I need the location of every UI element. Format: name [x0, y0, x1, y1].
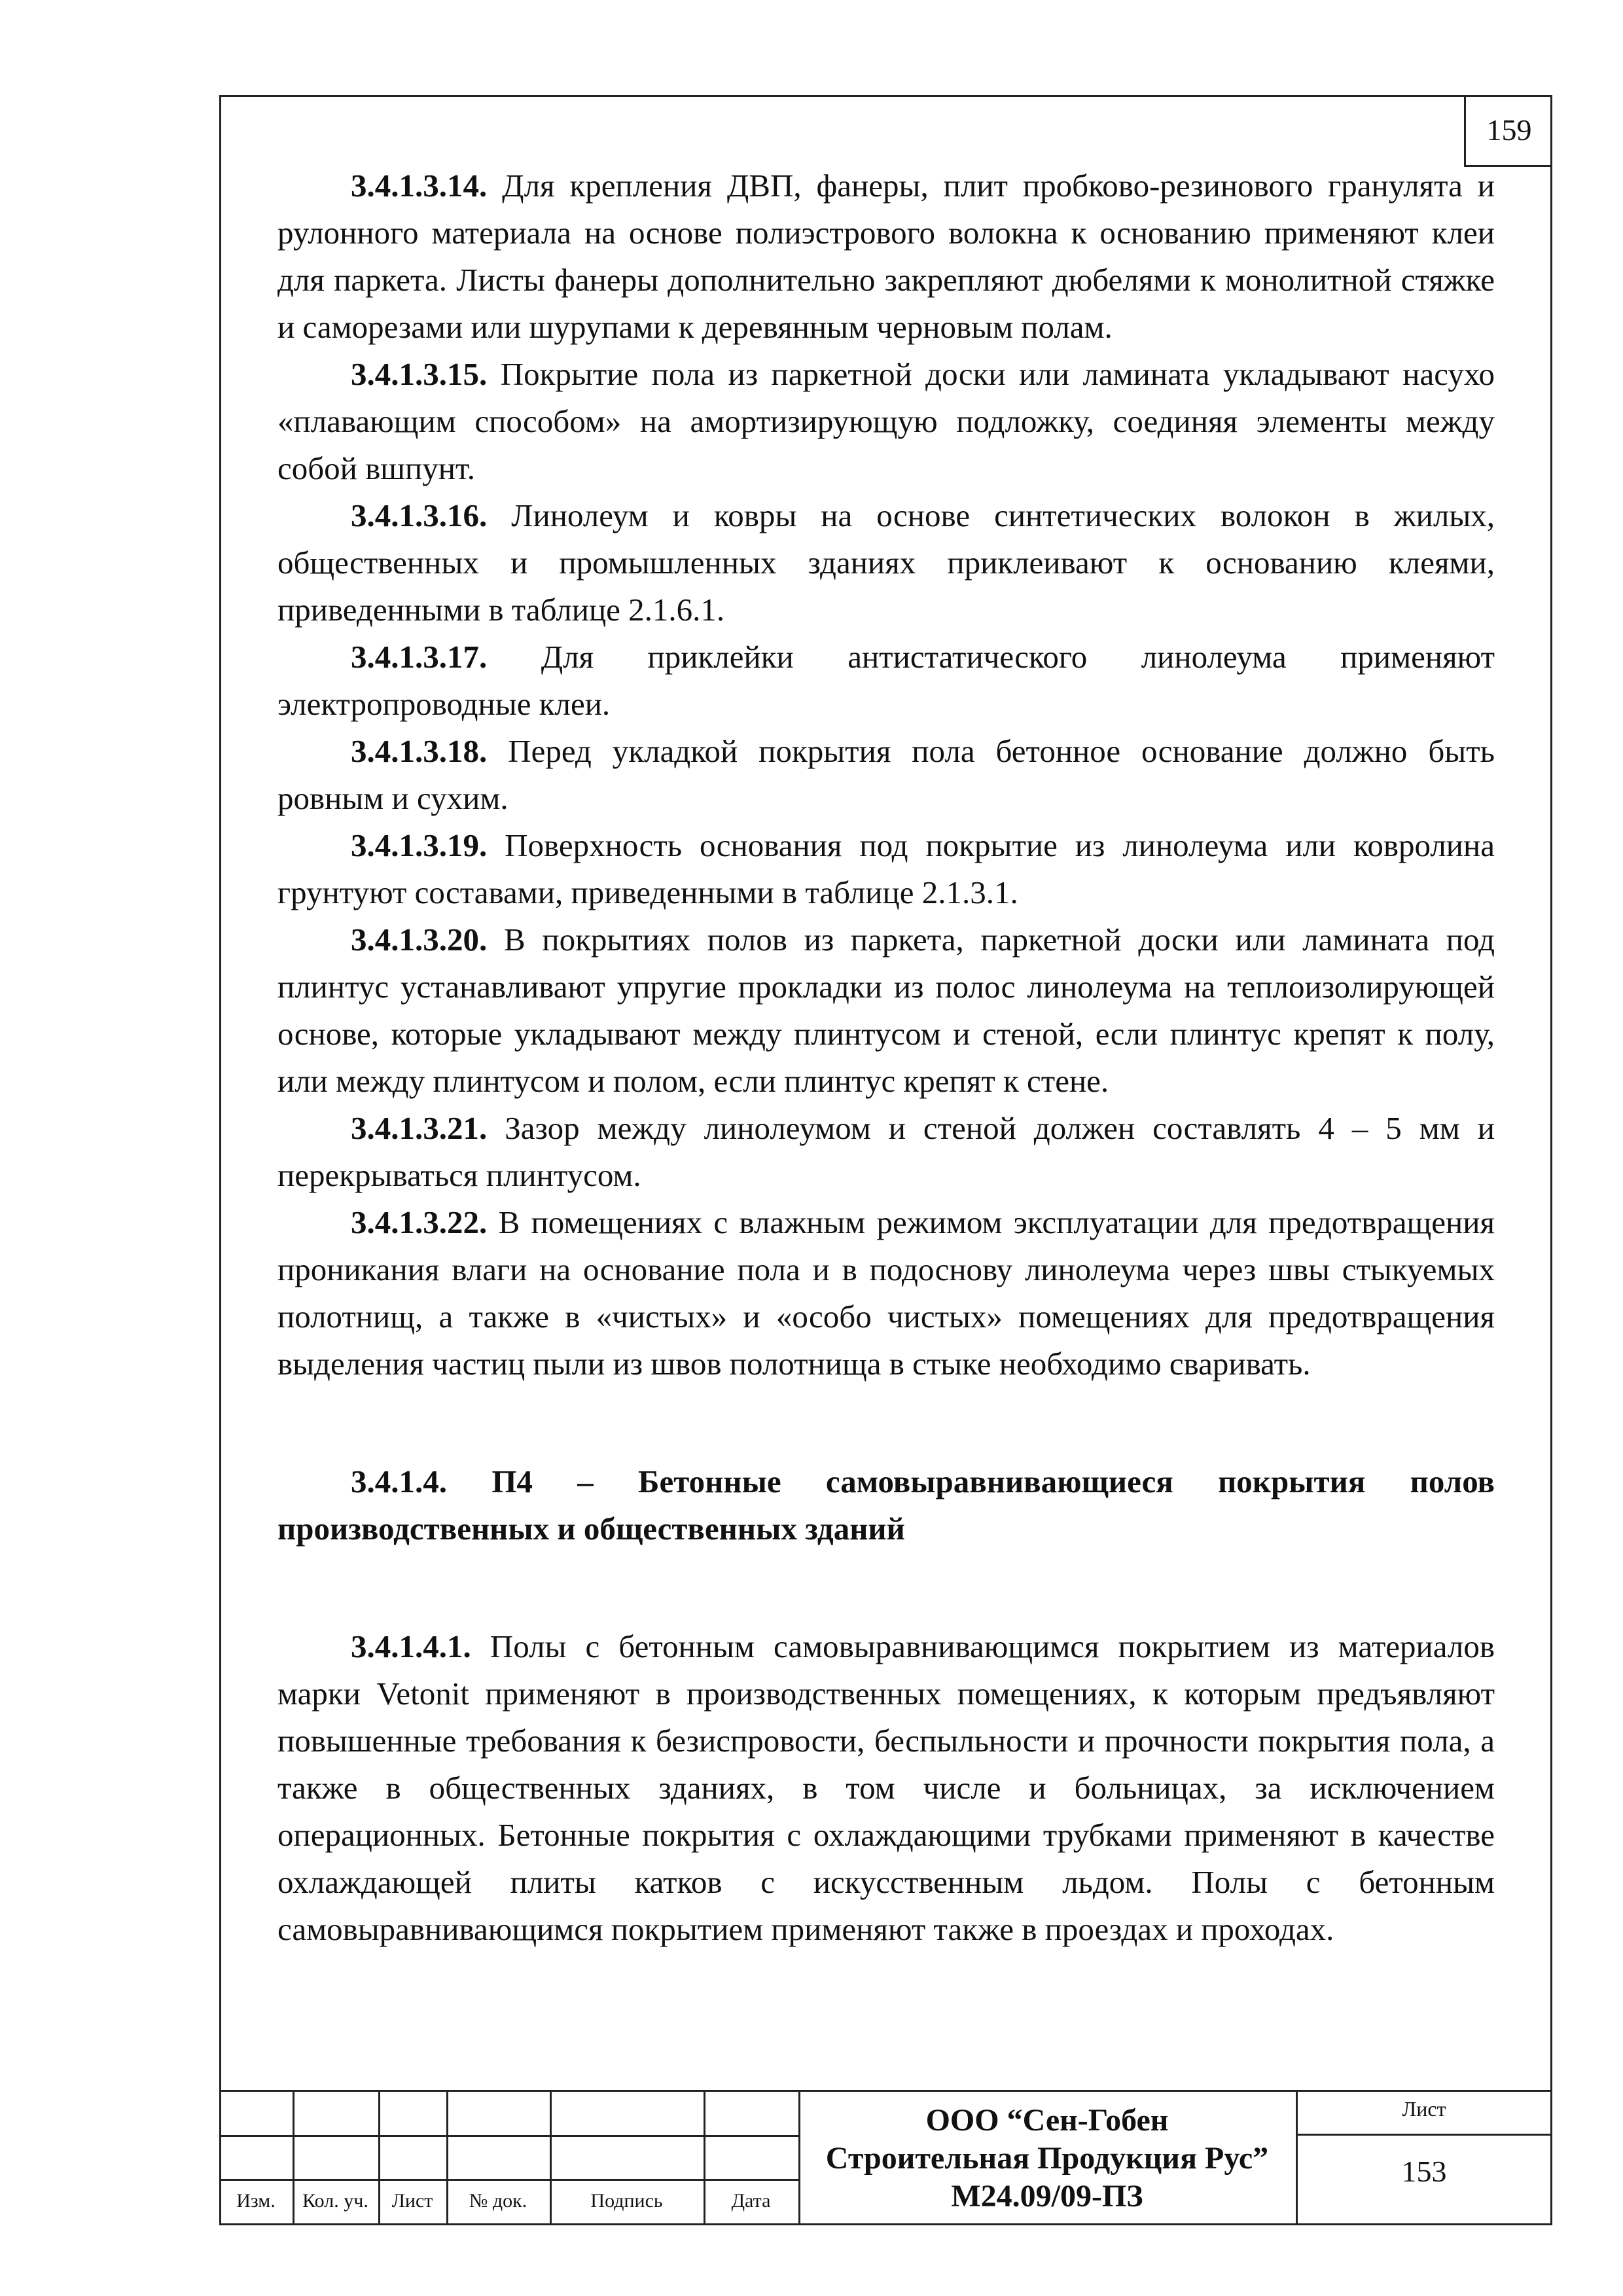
company-block	[798, 2092, 1296, 2225]
sheet-label: Лист	[1402, 2097, 1446, 2121]
page-number: 159	[1464, 95, 1552, 167]
column-count: Кол. уч.	[302, 2190, 368, 2212]
column-date: Дата	[731, 2190, 771, 2212]
paragraph: 3.4.1.3.17. Для приклейки антистатического линолеума применяют электропроводные клеи.	[277, 639, 1495, 722]
paragraph: 3.4.1.3.19. Поверхность основания под покрытие из линолеума или ковролина грунтуют составами, приведенными в таблице 2.1.3.1.	[277, 827, 1495, 910]
document-body	[277, 162, 1495, 1953]
paragraph: 3.4.1.4.1. Полы с бетонным самовыравнивающимся покрытием из материалов марки Vetonit применяют в производственных помещениях, к которым предъявляют повышенные требования к безиспровости, беспыльности и прочности покрытия пола, а также в общественных зданиях, в том числе и больницах, за исключением операционных. Бетонные покрытия с охлаждающими трубками применяют в качестве охлаждающей плиты катков с искусственным льдом. Полы с бетонным самовыравнивающимся покрытием применяют также в проездах и проходах.	[277, 1628, 1495, 1947]
document-code: М24.09/09-ПЗ	[951, 2179, 1143, 2214]
paragraph: 3.4.1.3.22. В помещениях с влажным режимом эксплуатации для предотвращения проникания влаги на основание пола и в подоснову линолеума через швы стыкуемых полотнищ, а также в «чистых» и «особо чистых» помещениях для предотвращения выделения частиц пыли из швов полотнища в стыке необходимо сваривать.	[277, 1204, 1495, 1382]
title-block	[219, 2090, 1552, 2225]
company-name-line2: Строительная Продукция Рус”	[825, 2141, 1269, 2176]
column-change: Изм.	[236, 2190, 276, 2212]
paragraph: 3.4.1.3.21. Зазор между линолеумом и стеной должен составлять 4 – 5 мм и перекрываться плинтусом.	[277, 1110, 1495, 1193]
paragraph: 3.4.1.3.15. Покрытие пола из паркетной доски или ламината укладывают насухо «плавающим способом» на амортизирующую подложку, соединяя элементы между собой вшпунт.	[277, 356, 1495, 486]
column-sheet: Лист	[391, 2190, 433, 2212]
sheet-number: 153	[1401, 2155, 1447, 2188]
paragraph: 3.4.1.3.14. Для крепления ДВП, фанеры, плит пробково-резинового гранулята и рулонного материала на основе полиэстрового волокна к основанию применяют клеи для паркета. Листы фанеры дополнительно закрепляют дюбелями к монолитной стяжке и саморезами или шурупами к деревянным черновым полам.	[277, 168, 1495, 345]
company-name-line1: ООО “Сен-Гобен	[925, 2103, 1169, 2138]
paragraph: 3.4.1.3.16. Линолеум и ковры на основе синтетических волокон в жилых, общественных и промышленных зданиях приклеивают к основанию клеями, приведенными в таблице 2.1.6.1.	[277, 497, 1495, 628]
column-signature: Подпись	[590, 2190, 663, 2212]
section-heading: 3.4.1.4. П4 – Бетонные самовыравнивающиеся покрытия полов производственных и общественных зданий	[277, 1463, 1495, 1547]
column-doc-number: № док.	[469, 2190, 527, 2212]
paragraph: 3.4.1.3.20. В покрытиях полов из паркета, паркетной доски или ламината под плинтус устанавливают упругие прокладки из полос линолеума на теплоизолирующей основе, которые укладывают между плинтусом и стеной, если плинтус крепят к полу, или между плинтусом и полом, если плинтус крепят к стене.	[277, 922, 1495, 1099]
paragraph: 3.4.1.3.18. Перед укладкой покрытия пола бетонное основание должно быть ровным и сухим.	[277, 733, 1495, 816]
